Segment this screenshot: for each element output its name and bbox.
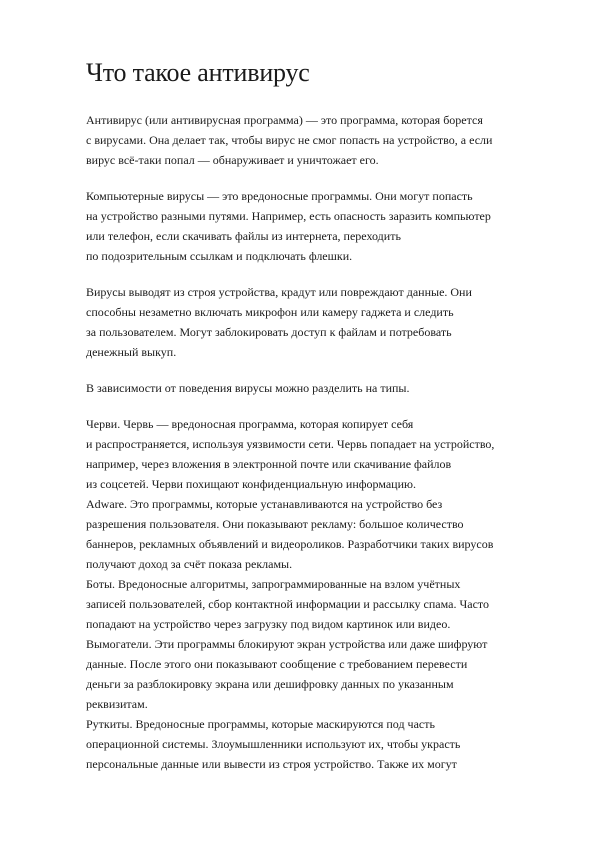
text-line: с вирусами. Она делает так, чтобы вирус не смог попасть на устройство, а если: [86, 133, 493, 147]
text-line: попадают на устройство через загрузку под видом картинок или видео.: [86, 617, 451, 631]
text-line: записей пользователей, сбор контактной информации и рассылку спама. Часто: [86, 597, 489, 611]
paragraph-types-list: [86, 414, 556, 774]
text-line: Вымогатели. Эти программы блокируют экран устройства или даже шифруют: [86, 637, 488, 651]
text-line: денежный выкуп.: [86, 345, 177, 359]
text-line: реквизитам.: [86, 697, 148, 711]
text-line: и распространяется, используя уязвимости сети. Червь попадает на устройство,: [86, 437, 495, 451]
text-line: данные. После этого они показывают сообщение с требованием перевести: [86, 657, 468, 671]
document-page: [86, 56, 556, 774]
text-line: вирус всё-таки попал — обнаруживает и уничтожает его.: [86, 153, 379, 167]
text-line: на устройство разными путями. Например, есть опасность заразить компьютер: [86, 209, 491, 223]
text-line: баннеров, рекламных объявлений и видеороликов. Разработчики таких вирусов: [86, 537, 494, 551]
text-line: из соцсетей. Черви похищают конфиденциальную информацию.: [86, 477, 416, 491]
paragraph-gap: [86, 362, 556, 378]
text-line: Черви. Червь — вредоносная программа, которая копирует себя: [86, 417, 414, 431]
paragraph-damage: [86, 282, 556, 362]
paragraph-intro: [86, 110, 556, 170]
paragraph-gap: [86, 170, 556, 186]
paragraph-viruses: [86, 186, 556, 266]
text-line: разрешения пользователя. Они показывают рекламу: большое количество: [86, 517, 464, 531]
text-line: за пользователем. Могут заблокировать доступ к файлам и потребовать: [86, 325, 452, 339]
text-line: В зависимости от поведения вирусы можно разделить на типы.: [86, 381, 410, 395]
text-line: или телефон, если скачивать файлы из интернета, переходить: [86, 229, 401, 243]
text-line: например, через вложения в электронной почте или скачивание файлов: [86, 457, 452, 471]
text-line: персональные данные или вывести из строя устройство. Также их могут: [86, 757, 457, 771]
text-line: по подозрительным ссылкам и подключать флешки.: [86, 249, 353, 263]
text-line: Вирусы выводят из строя устройства, крадут или повреждают данные. Они: [86, 285, 472, 299]
paragraph-gap: [86, 398, 556, 414]
text-line: Руткиты. Вредоносные программы, которые маскируются под часть: [86, 717, 435, 731]
text-line: Adware. Это программы, которые устанавливаются на устройство без: [86, 497, 443, 511]
paragraph-types-intro: [86, 378, 556, 398]
text-line: Боты. Вредоносные алгоритмы, запрограммированные на взлом учётных: [86, 577, 461, 591]
text-line: операционной системы. Злоумышленники используют их, чтобы украсть: [86, 737, 461, 751]
page-title: Что такое антивирус: [86, 58, 310, 87]
text-line: деньги за разблокировку экрана или дешифровку данных по указанным: [86, 677, 454, 691]
text-line: Антивирус (или антивирусная программа) — это программа, которая борется: [86, 113, 483, 127]
text-line: Компьютерные вирусы — это вредоносные программы. Они могут попасть: [86, 189, 473, 203]
text-line: способны незаметно включать микрофон или камеру гаджета и следить: [86, 305, 454, 319]
paragraph-gap: [86, 266, 556, 282]
text-line: получают доход за счёт показа рекламы.: [86, 557, 293, 571]
